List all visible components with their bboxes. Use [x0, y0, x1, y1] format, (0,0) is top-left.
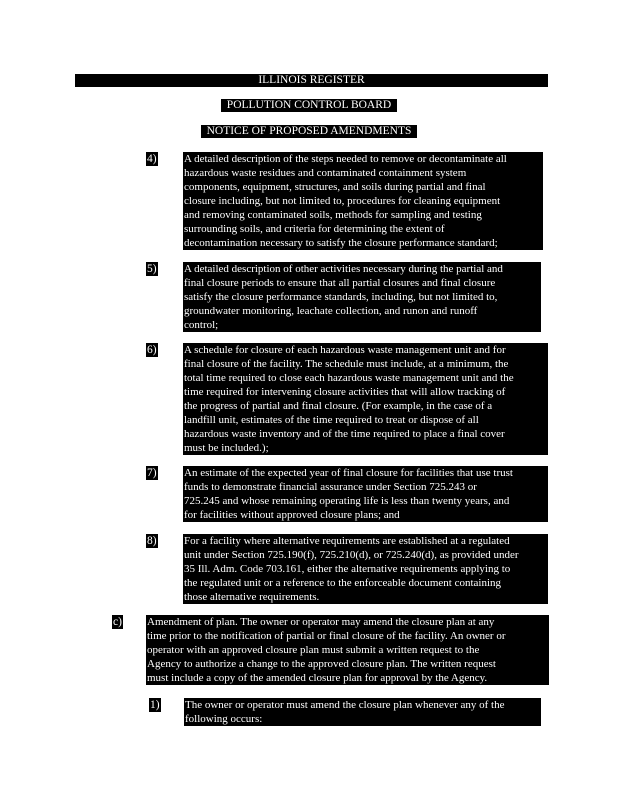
paragraph-item-8: [183, 534, 548, 604]
paragraph-line: groundwater monitoring, leachate collection, and runon and runoff: [184, 305, 478, 317]
item-number: 4): [147, 153, 157, 165]
register-title-bar: [75, 74, 548, 87]
paragraph-line: A schedule for closure of each hazardous waste management unit and for: [184, 344, 506, 356]
paragraph-line: time prior to the notification of partial or final closure of the facility. An owner or: [147, 630, 506, 642]
paragraph-line: hazardous waste inventory and of the time required to place a final cover: [184, 428, 505, 440]
item-number: 1): [150, 699, 160, 711]
paragraph-line: 35 Ill. Adm. Code 703.161, either the alternative requirements applying to: [184, 563, 511, 575]
paragraph-line: time required for intervening closure activities that will allow tracking of: [184, 386, 506, 398]
paragraph-line: The owner or operator must amend the closure plan whenever any of the: [185, 699, 505, 711]
paragraph-line: control;: [184, 319, 219, 331]
paragraph-line: the regulated unit or a reference to the enforceable document containing: [184, 577, 502, 589]
paragraph-item-6: [183, 343, 548, 455]
paragraph-line: those alternative requirements.: [184, 591, 320, 603]
paragraph-line: A detailed description of the steps needed to remove or decontaminate all: [184, 153, 507, 165]
paragraph-line: For a facility where alternative requirements are established at a regulated: [184, 535, 510, 547]
paragraph-line: satisfy the closure performance standards, including, but not limited to,: [184, 291, 498, 303]
item-number: 5): [147, 263, 157, 275]
paragraph-line: must include a copy of the amended closure plan for approval by the Agency.: [147, 672, 488, 684]
board-name-text: POLLUTION CONTROL BOARD: [226, 99, 392, 111]
paragraph-line: surrounding soils, and criteria for determining the extent of: [184, 223, 445, 235]
paragraph-line: funds to demonstrate financial assurance under Section 725.243 or: [184, 481, 477, 493]
paragraph-sub-1: [184, 698, 541, 726]
paragraph-line: must be included.);: [184, 442, 269, 454]
paragraph-line: 725.245 and whose remaining operating life is less than twenty years, and: [184, 495, 510, 507]
paragraph-line: landfill unit, estimates of the time required to treat or dispose of all: [184, 414, 479, 426]
item-number: 8): [147, 535, 157, 547]
paragraph-line: A detailed description of other activities necessary during the partial and: [184, 263, 503, 275]
paragraph-line: final closure of the facility. The schedule must include, at a minimum, the: [184, 358, 509, 370]
notice-title: [201, 125, 417, 138]
paragraph-line: decontamination necessary to satisfy the closure performance standard;: [184, 237, 498, 249]
paragraph-line: following occurs:: [185, 713, 263, 725]
section-number: c): [113, 616, 122, 628]
paragraph-line: the progress of partial and final closure. (For example, in the case of a: [184, 400, 493, 412]
paragraph-item-4: [183, 152, 543, 250]
paragraph-item-5: [183, 262, 541, 332]
paragraph-line: and removing contaminated soils, methods for sampling and testing: [184, 209, 482, 221]
notice-title-text: NOTICE OF PROPOSED AMENDMENTS: [206, 125, 412, 137]
paragraph-line: components, equipment, structures, and soils during partial and final: [184, 181, 486, 193]
paragraph-line: unit under Section 725.190(f), 725.210(d), or 725.240(d), as provided under: [184, 549, 519, 561]
register-title: ILLINOIS REGISTER: [258, 74, 365, 86]
paragraph-line: total time required to close each hazardous waste management unit and the: [184, 372, 514, 384]
paragraph-item-7: [183, 466, 548, 522]
paragraph-section-c: [146, 615, 549, 685]
paragraph-line: hazardous waste residues and contaminated containment system: [184, 167, 467, 179]
paragraph-line: Amendment of plan. The owner or operator may amend the closure plan at any: [147, 616, 495, 628]
paragraph-line: operator with an approved closure plan must submit a written request to the: [147, 644, 480, 656]
board-name: [221, 99, 397, 112]
paragraph-line: An estimate of the expected year of final closure for facilities that use trust: [184, 467, 513, 479]
paragraph-line: Agency to authorize a change to the approved closure plan. The written request: [147, 658, 496, 670]
paragraph-line: for facilities without approved closure plans; and: [184, 509, 400, 521]
paragraph-line: closure including, but not limited to, procedures for cleaning equipment: [184, 195, 501, 207]
item-number: 6): [147, 344, 157, 356]
paragraph-line: final closure periods to ensure that all partial closures and final closure: [184, 277, 496, 289]
item-number: 7): [147, 467, 157, 479]
